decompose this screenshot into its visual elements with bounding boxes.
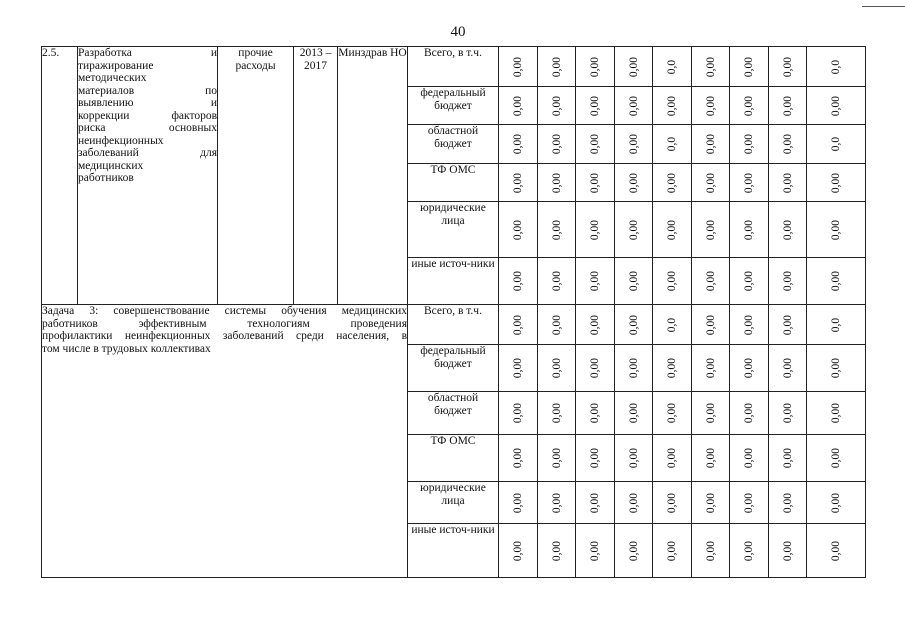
value-text: 0,00 [829,447,842,469]
value-cell [730,47,769,87]
value-text: 0,00 [704,95,717,116]
value-cell [692,202,730,258]
value-cell [615,435,653,482]
value-text: 0,00 [511,540,524,561]
value-text: 0,00 [781,95,794,116]
value-cell [807,202,866,258]
value-text: 0,00 [588,492,601,513]
value-text: 0,00 [704,314,717,335]
value-text: 0,00 [829,357,842,379]
value-text: 0,00 [627,447,640,469]
value-text: 0,00 [550,172,563,193]
value-text: 0,00 [704,447,717,469]
value-cell [538,345,576,392]
value-cell [576,482,615,524]
value-text: 0,00 [704,270,717,292]
value-cell [615,482,653,524]
value-text: 0,00 [588,402,601,424]
value-cell [499,392,538,435]
value-text: 0,00 [588,540,601,561]
value-text: 0,00 [742,540,755,561]
value-cell [653,164,692,202]
value-cell [807,345,866,392]
value-text: 0,00 [742,314,755,335]
value-text: 0,00 [829,402,842,424]
value-cell [499,125,538,164]
value-cell [807,435,866,482]
value-cell [653,87,692,125]
value-cell [576,524,615,578]
value-text: 0,00 [511,492,524,513]
value-cell [769,125,807,164]
value-text: 0,00 [550,95,563,116]
value-cell [538,47,576,87]
table-row [42,305,866,345]
value-cell [499,202,538,258]
table-row [42,47,866,87]
task-line: том числе в трудовых коллективах [42,342,211,355]
value-text: 0,0 [829,59,842,74]
value-cell [730,435,769,482]
value-text: 0,00 [781,172,794,193]
value-text: 0,00 [588,357,601,379]
value-cell [730,482,769,524]
value-cell [769,305,807,345]
value-cell [615,524,653,578]
value-cell [576,435,615,482]
value-text: 0,0 [665,136,678,152]
task-description [42,305,408,578]
value-cell [538,87,576,125]
item-name-line: Разработка и [78,47,217,59]
value-text: 0,00 [511,357,524,379]
value-cell [499,482,538,524]
value-cell [653,202,692,258]
value-cell [730,164,769,202]
period: 2013 – 2017 [294,47,338,305]
value-text: 0,00 [829,172,842,193]
value-cell [576,202,615,258]
value-cell [769,482,807,524]
value-text: 0,00 [704,540,717,561]
value-text: 0,00 [665,357,678,379]
value-text: 0,00 [550,447,563,469]
value-cell [576,305,615,345]
value-text: 0,00 [550,357,563,379]
value-text: 0,00 [829,270,842,292]
value-cell [769,392,807,435]
value-text: 0,00 [742,219,755,240]
funding-source: иные источ-ники [408,258,499,305]
funding-source: юридические лица [408,482,499,524]
value-cell [538,524,576,578]
value-cell [615,392,653,435]
task-line: работников эффективным технологиям проведения [42,317,407,330]
value-text: 0,00 [511,95,524,116]
value-text: 0,00 [550,402,563,424]
value-cell [653,305,692,345]
value-cell [653,125,692,164]
value-text: 0,00 [511,314,524,335]
value-text: 0,00 [742,133,755,155]
value-text: 0,00 [588,172,601,193]
value-text: 0,0 [665,59,678,74]
value-cell [615,202,653,258]
item-name-line: выявлению и [78,97,217,109]
value-text: 0,00 [588,270,601,292]
value-text: 0,00 [829,219,842,240]
item-name [78,47,218,305]
value-cell [807,258,866,305]
value-cell [730,392,769,435]
value-cell [730,305,769,345]
value-text: 0,0 [665,317,678,332]
value-text: 0,00 [665,447,678,469]
funding-source: федеральный бюджет [408,87,499,125]
value-cell [769,524,807,578]
value-cell [576,164,615,202]
value-cell [730,125,769,164]
value-cell [769,47,807,87]
value-text: 0,00 [627,172,640,193]
value-text: 0,00 [742,172,755,193]
value-cell [499,47,538,87]
value-cell [538,482,576,524]
value-cell [499,524,538,578]
value-text: 0,00 [588,95,601,116]
value-cell [653,345,692,392]
value-cell [692,392,730,435]
task-line: профилактики неинфекционных заболеваний среди населения, в [42,330,407,342]
value-cell [653,435,692,482]
value-cell [692,87,730,125]
value-cell [807,524,866,578]
value-cell [692,258,730,305]
item-number: 2.5. [42,47,78,305]
value-cell [769,345,807,392]
value-text: 0,00 [742,270,755,292]
value-text: 0,00 [627,402,640,424]
value-text: 0,0 [829,136,842,152]
value-cell [615,125,653,164]
value-cell [615,258,653,305]
item-name-line: материалов по [78,84,217,97]
value-cell [769,87,807,125]
item-name-line: медицинских [78,159,144,172]
value-cell [692,164,730,202]
value-cell [807,482,866,524]
value-text: 0,00 [627,540,640,561]
value-text: 0,00 [511,219,524,240]
value-cell [653,482,692,524]
value-text: 0,00 [588,133,601,155]
value-text: 0,00 [627,95,640,116]
value-text: 0,00 [588,219,601,240]
value-text: 0,00 [665,270,678,292]
value-cell [538,305,576,345]
value-text: 0,00 [781,447,794,469]
value-cell [615,164,653,202]
value-text: 0,00 [511,447,524,469]
value-text: 0,00 [742,447,755,469]
value-text: 0,00 [511,270,524,292]
value-text: 0,00 [704,492,717,513]
value-cell [769,164,807,202]
value-text: 0,00 [550,219,563,240]
value-text: 0,00 [704,56,717,77]
value-text: 0,00 [588,56,601,77]
funding-source: федеральный бюджет [408,345,499,392]
value-text: 0,00 [742,95,755,116]
value-cell [615,47,653,87]
value-text: 0,00 [550,270,563,292]
expense-type: прочие расходы [218,47,294,305]
task-line: Задача 3: совершенствование системы обучения медицинских [42,305,407,317]
value-cell [653,524,692,578]
value-cell [538,392,576,435]
item-name-line: коррекции факторов [78,109,217,122]
value-text: 0,00 [742,357,755,379]
value-cell [499,164,538,202]
value-cell [653,392,692,435]
value-cell [769,258,807,305]
value-text: 0,00 [665,219,678,240]
value-cell [692,524,730,578]
value-text: 0,00 [588,314,601,335]
value-text: 0,00 [665,95,678,116]
value-text: 0,00 [704,402,717,424]
value-cell [576,125,615,164]
value-cell [576,345,615,392]
value-cell [538,202,576,258]
item-name-line: риска основных [78,122,217,134]
item-name-line: неинфекционных [78,134,164,147]
value-text: 0,00 [550,56,563,77]
value-cell [576,87,615,125]
value-text: 0,00 [742,492,755,513]
value-text: 0,00 [627,56,640,77]
value-cell [692,435,730,482]
value-text: 0,00 [627,492,640,513]
value-cell [807,47,866,87]
page-number: 40 [450,24,466,40]
value-text: 0,00 [665,492,678,513]
value-text: 0,00 [665,172,678,193]
value-text: 0,00 [781,56,794,77]
item-name-line: тиражирование [78,59,154,72]
value-cell [576,392,615,435]
value-cell [692,125,730,164]
value-text: 0,00 [781,219,794,240]
value-cell [576,258,615,305]
value-text: 0,00 [627,314,640,335]
value-cell [499,435,538,482]
value-text: 0,00 [550,133,563,155]
funding-source: ТФ ОМС [408,164,499,202]
value-cell [730,258,769,305]
value-cell [692,345,730,392]
value-text: 0,00 [781,357,794,379]
value-text: 0,00 [781,540,794,561]
value-cell [769,435,807,482]
value-cell [807,125,866,164]
funding-source: ТФ ОМС [408,435,499,482]
value-cell [615,87,653,125]
value-cell [538,164,576,202]
value-cell [653,258,692,305]
top-edge-rule [862,6,905,7]
value-cell [730,87,769,125]
value-text: 0,00 [627,219,640,240]
value-cell [807,87,866,125]
funding-source: Всего, в т.ч. [408,305,499,345]
value-cell [807,164,866,202]
value-text: 0,00 [781,314,794,335]
value-text: 0,00 [704,357,717,379]
item-name-line: заболеваний для [78,147,217,159]
value-cell [499,345,538,392]
value-text: 0,00 [627,270,640,292]
value-cell [499,87,538,125]
value-cell [538,125,576,164]
value-cell [807,305,866,345]
value-text: 0,00 [550,540,563,561]
value-cell [499,305,538,345]
value-text: 0,00 [627,357,640,379]
value-text: 0,0 [829,317,842,332]
value-cell [538,258,576,305]
value-cell [538,435,576,482]
value-text: 0,00 [511,172,524,193]
value-text: 0,00 [511,133,524,155]
value-cell [769,202,807,258]
value-cell [730,345,769,392]
value-cell [576,47,615,87]
value-cell [807,392,866,435]
value-cell [692,482,730,524]
value-text: 0,00 [742,402,755,424]
value-text: 0,00 [550,492,563,513]
item-name-line: методических [78,72,147,84]
value-text: 0,00 [665,540,678,561]
value-cell [499,258,538,305]
executor: Минздрав НО [338,47,408,305]
value-cell [653,47,692,87]
funding-table [41,46,866,578]
value-text: 0,00 [781,270,794,292]
value-text: 0,00 [665,402,678,424]
value-text: 0,00 [829,492,842,513]
value-text: 0,00 [704,172,717,193]
value-cell [730,202,769,258]
value-text: 0,00 [627,133,640,155]
value-text: 0,00 [781,402,794,424]
value-text: 0,00 [704,133,717,155]
funding-source: Всего, в т.ч. [408,47,499,87]
funding-source: областной бюджет [408,392,499,435]
value-text: 0,00 [550,314,563,335]
funding-source: областной бюджет [408,125,499,164]
value-text: 0,00 [781,133,794,155]
value-text: 0,00 [829,540,842,561]
funding-source: юридические лица [408,202,499,258]
value-cell [692,47,730,87]
value-cell [730,524,769,578]
funding-source: иные источ-ники [408,524,499,578]
value-text: 0,00 [704,219,717,240]
value-text: 0,00 [742,56,755,77]
value-text: 0,00 [511,402,524,424]
value-cell [615,345,653,392]
value-text: 0,00 [588,447,601,469]
value-text: 0,00 [829,95,842,116]
item-name-line: работников [78,172,134,184]
value-cell [692,305,730,345]
value-cell [615,305,653,345]
value-text: 0,00 [511,56,524,77]
value-text: 0,00 [781,492,794,513]
